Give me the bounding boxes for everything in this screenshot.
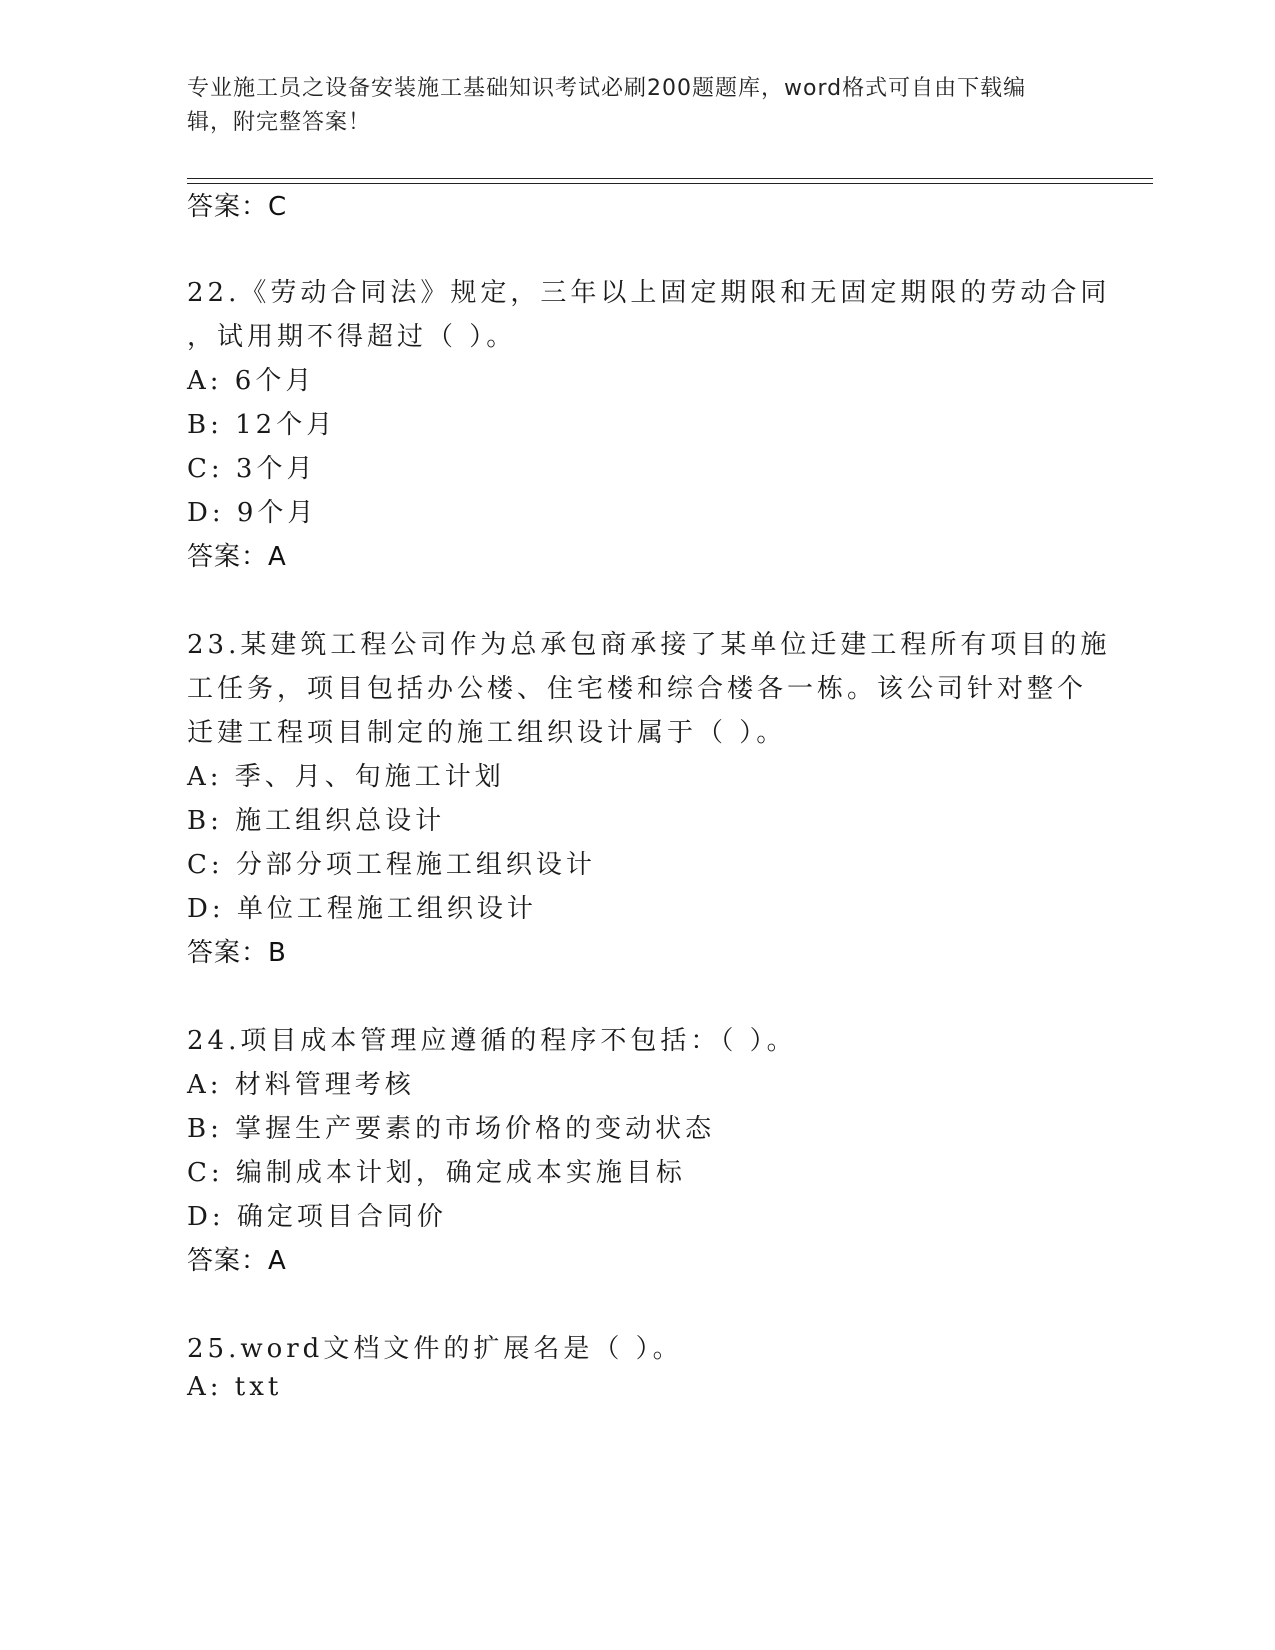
question-22-stem-line-2: ，试用期不得超过（ ）。 xyxy=(187,322,517,352)
question-25-option-a: A: txt xyxy=(187,1372,283,1402)
question-22-option-b: B: 12个月 xyxy=(187,410,337,440)
question-23-stem-line-3: 迁建工程项目制定的施工组织设计属于（ ）。 xyxy=(187,718,787,748)
answer-previous: 答案：C xyxy=(187,192,288,222)
question-24-option-a: A: 材料管理考核 xyxy=(187,1070,415,1100)
question-23-stem-line-2: 工任务，项目包括办公楼、住宅楼和综合楼各一栋。该公司针对整个 xyxy=(187,674,1088,704)
question-24-option-d: D: 确定项目合同价 xyxy=(187,1202,447,1232)
question-22-answer: 答案：A xyxy=(187,542,287,572)
question-24-option-b: B: 掌握生产要素的市场价格的变动状态 xyxy=(187,1114,716,1144)
question-24-answer: 答案：A xyxy=(187,1246,287,1276)
question-23-option-d: D: 单位工程施工组织设计 xyxy=(187,894,537,924)
question-24-option-c: C: 编制成本计划，确定成本实施目标 xyxy=(187,1158,686,1188)
question-22-option-d: D: 9个月 xyxy=(187,498,318,528)
question-22-option-a: A: 6个月 xyxy=(187,366,316,396)
question-22-stem-line-1: 22.《劳动合同法》规定，三年以上固定期限和无固定期限的劳动合同 xyxy=(187,278,1111,308)
question-23-option-a: A: 季、月、旬施工计划 xyxy=(187,762,505,792)
question-25-stem-line-1: 25.word文档文件的扩展名是（ ）。 xyxy=(187,1334,683,1364)
question-23-option-b: B: 施工组织总设计 xyxy=(187,806,446,836)
question-22-option-c: C: 3个月 xyxy=(187,454,317,484)
question-23-stem-line-1: 23.某建筑工程公司作为总承包商承接了某单位迁建工程所有项目的施 xyxy=(187,630,1111,660)
question-24-stem-line-1: 24.项目成本管理应遵循的程序不包括：（ ）。 xyxy=(187,1026,797,1056)
header-divider-double xyxy=(187,183,1153,184)
header-divider xyxy=(187,178,1153,179)
question-23-option-c: C: 分部分项工程施工组织设计 xyxy=(187,850,596,880)
question-23-answer: 答案：B xyxy=(187,938,287,968)
page-header-title: 专业施工员之设备安装施工基础知识考试必刷200题题库，word格式可自由下载编辑，附完整答案！ xyxy=(187,76,1027,135)
